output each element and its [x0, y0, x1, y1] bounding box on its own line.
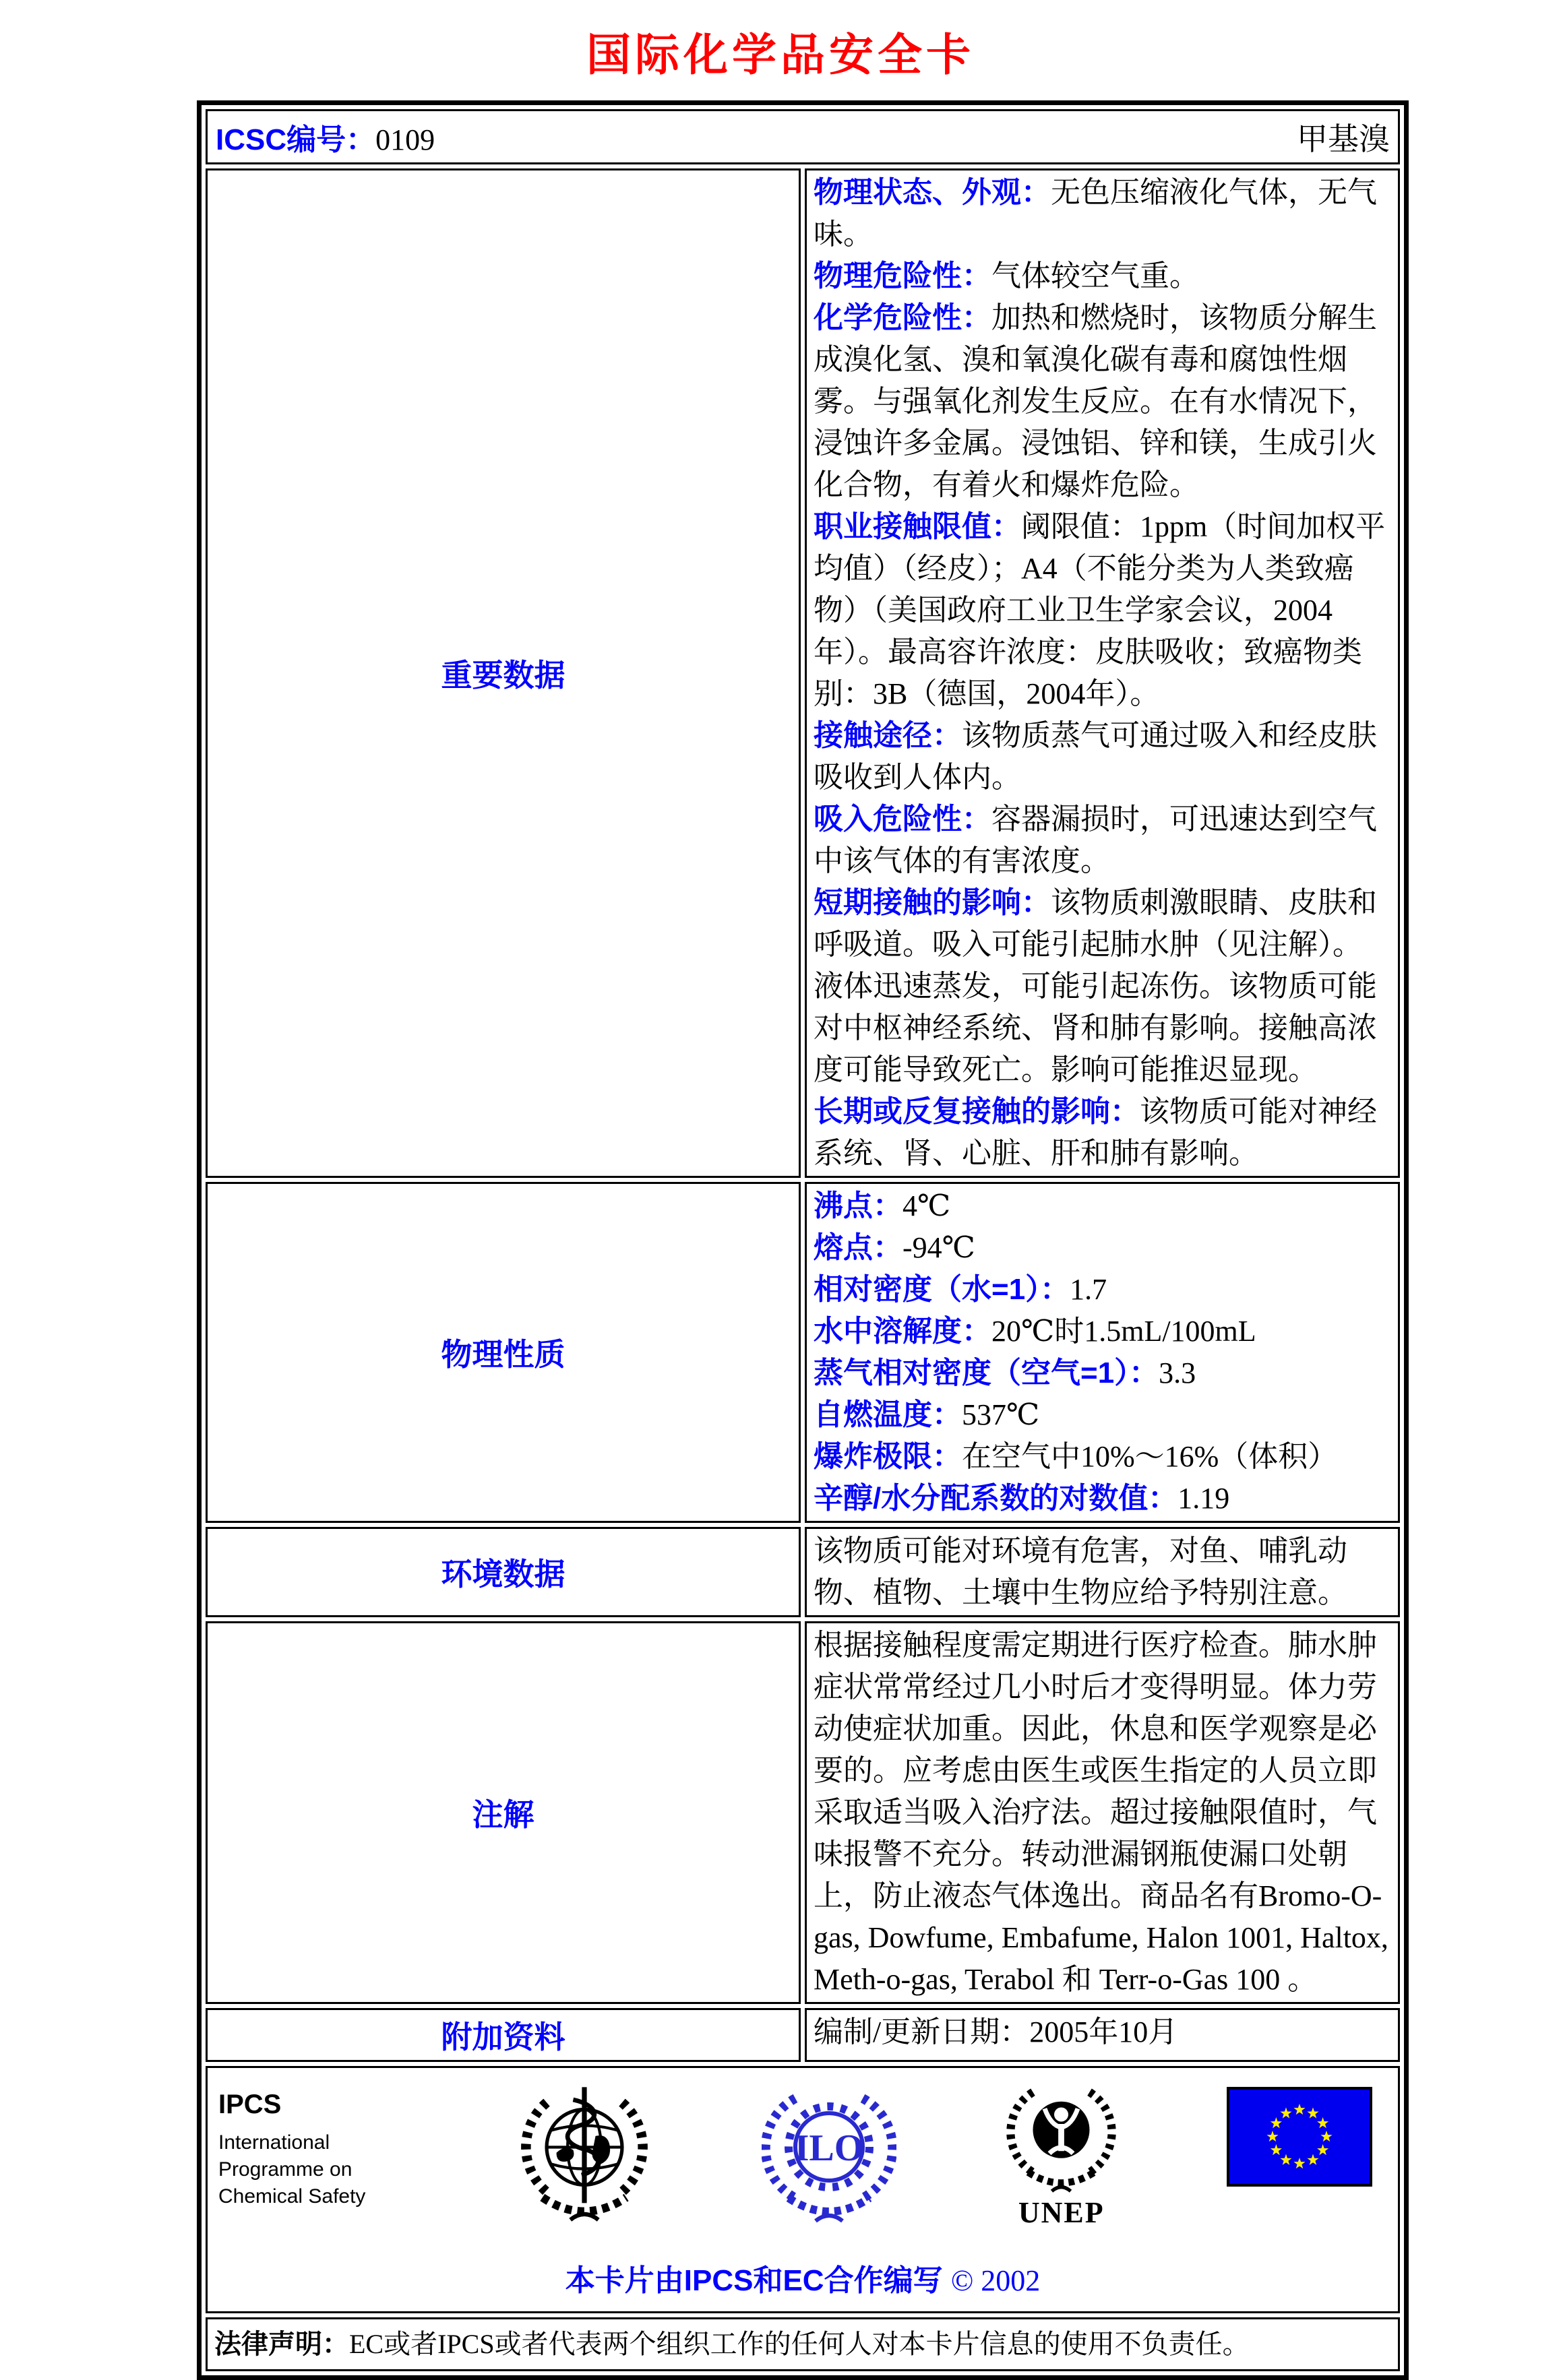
- legal-cell: [206, 2317, 1400, 2371]
- field-exposure-routes: 接触途径：该物质蒸气可通过吸入和经皮肤吸收到人体内。: [814, 719, 1377, 794]
- unep-block: [1002, 2080, 1120, 2230]
- ipcs-acronym: IPCS: [218, 2090, 282, 2119]
- field-water-solubility: 水中溶解度：20℃时1.5mL/100mL: [814, 1315, 1256, 1348]
- legal-label: 法律声明：: [214, 2329, 349, 2359]
- eu-flag-icon: [1227, 2087, 1372, 2190]
- field-physical-state: 物理状态、外观：无色压缩液化气体，无气味。: [814, 176, 1377, 251]
- important-data-content: [805, 168, 1400, 1178]
- legal-row: [206, 2317, 1400, 2371]
- environmental-data-row-label: 环境数据: [206, 1527, 801, 1617]
- icsc-number-group: [216, 115, 435, 158]
- header-cell: [206, 109, 1400, 164]
- notes-row-label: 注解: [206, 1621, 801, 2004]
- ilo-icon: [762, 2080, 896, 2238]
- legal-text: EC或者IPCS或者代表两个组织工作的任何人对本卡片信息的使用不负责任。: [349, 2329, 1250, 2359]
- unep-label: UNEP: [1018, 2196, 1105, 2229]
- field-relative-density: 相对密度（水=1）：1.7: [814, 1273, 1107, 1306]
- ipcs-line3: Chemical Safety: [218, 2185, 366, 2207]
- who-icon: [514, 2080, 655, 2237]
- important-data-row-label: 重要数据: [206, 168, 801, 1178]
- credit-line: [214, 2256, 1391, 2299]
- logos-row: [206, 2066, 1400, 2313]
- physical-properties-content: [805, 1182, 1400, 1523]
- icsc-number-label: ICSC编号：: [216, 123, 376, 156]
- ipcs-line1: International: [218, 2131, 330, 2154]
- credit-text: 本卡片由IPCS和EC合作编写: [565, 2264, 943, 2297]
- field-explosive-limits: 爆炸极限：在空气中10%～16%（体积）: [814, 1440, 1338, 1473]
- environmental-data-content: 该物质可能对环境有危害，对鱼、哺乳动物、植物、土壤中生物应给予特别注意。: [805, 1527, 1400, 1617]
- header-row: [206, 109, 1400, 164]
- field-inhalation-risk: 吸入危险性：容器漏损时，可迅速达到空气中该气体的有害浓度。: [814, 803, 1377, 877]
- field-physical-danger: 物理危险性：气体较空气重。: [814, 259, 1199, 292]
- additional-info-content: 编制/更新日期：2005年10月: [805, 2008, 1400, 2062]
- logos-cell: [206, 2066, 1400, 2313]
- physical-properties-row-label: 物理性质: [206, 1182, 801, 1523]
- ipcs-line2: Programme on: [218, 2158, 353, 2181]
- physical-properties-row: [206, 1182, 1400, 1523]
- field-vapor-relative-density: 蒸气相对密度（空气=1）：3.3: [814, 1356, 1196, 1389]
- notes-row: [206, 1621, 1400, 2004]
- ipcs-text-block: [218, 2080, 407, 2210]
- field-boiling-point: 沸点：4℃: [814, 1189, 951, 1222]
- page-title: 国际化学品安全卡: [586, 31, 975, 80]
- field-long-term-effects: 长期或反复接触的影响：该物质可能对神经系统、肾、心脏、肝和肺有影响。: [814, 1095, 1377, 1170]
- field-autoignition-temperature: 自燃温度：537℃: [814, 1398, 1040, 1431]
- copyright-text: © 2002: [950, 2264, 1041, 2297]
- icsc-number-value: 0109: [375, 123, 435, 156]
- notes-content: 根据接触程度需定期进行医疗检查。肺水肿症状常常经过几小时后才变得明显。体力劳动使症状加重。因此，休息和医学观察是必要的。应考虑由医生或医生指定的人员立即采取适当吸入治疗法。超过接触限值时，气味报警不充分。转动泄漏钢瓶使漏口处朝上，防止液态气体逸出。商品名有Bromo-O-gas, Dowfume, Embafume, Halon 1001, Haltox, Meth-o-gas, Terabol 和 Terr-o-Gas 100 。: [805, 1621, 1400, 2004]
- field-chemical-danger: 化学危险性：加热和燃烧时，该物质分解生成溴化氢、溴和氧溴化碳有毒和腐蚀性烟雾。与强氧化剂发生反应。在有水情况下，浸蚀许多金属。浸蚀铝、锌和镁，生成引火化合物，有着火和爆炸危险。: [814, 301, 1377, 501]
- additional-info-row-label: 附加资料: [206, 2008, 801, 2062]
- field-occupational-exposure-limits: 职业接触限值：阈限值：1ppm（时间加权平均值）（经皮）；A4（不能分类为人类致癌物）（美国政府工业卫生学家会议，2004年）。最高容许浓度：皮肤吸收；致癌物类别：3B（德国，2004年）。: [814, 510, 1386, 710]
- field-short-term-effects: 短期接触的影响：该物质刺激眼睛、皮肤和呼吸道。吸入可能引起肺水肿（见注解）。液体迅速蒸发，可能引起冻伤。该物质可能对中枢神经系统、肾和肺有影响。接触高浓度可能导致死亡。影响可能推迟显现。: [814, 886, 1377, 1086]
- field-melting-point: 熔点：-94℃: [814, 1231, 975, 1264]
- additional-info-row: [206, 2008, 1400, 2062]
- icsc-card-table: [197, 100, 1409, 2380]
- environmental-data-row: [206, 1527, 1400, 1617]
- svg-text:ILO: ILO: [794, 2127, 863, 2169]
- field-octanol-water-partition: 辛醇/水分配系数的对数值：1.19: [814, 1482, 1230, 1515]
- important-data-row: [206, 168, 1400, 1178]
- chemical-name: 甲基溴: [1297, 122, 1390, 156]
